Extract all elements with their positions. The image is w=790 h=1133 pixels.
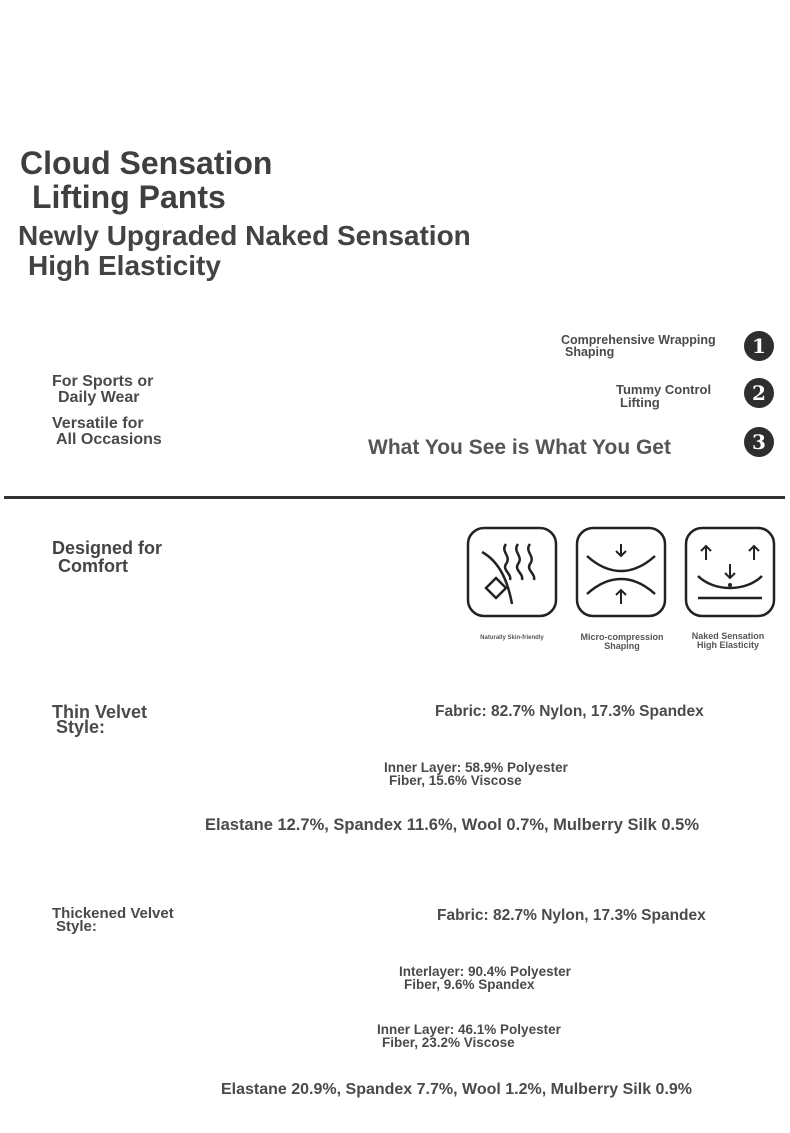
use-occasions — [52, 416, 162, 448]
thin-velvet-inner-layer — [384, 761, 568, 787]
icon-label-elasticity-line-1: Naked Sensation — [691, 631, 765, 641]
thick-velvet-title-line-1: Thickened Velvet — [52, 905, 174, 922]
icon-label-compression-line-1: Micro-compression — [580, 632, 664, 642]
number-two-badge: 2 — [744, 378, 774, 408]
number-one-badge: 1 — [744, 331, 774, 361]
feature-wrapping-line-2: Shaping — [565, 345, 615, 359]
feature-tummy-line-2: Lifting — [620, 395, 660, 410]
feature-tummy-control — [616, 383, 711, 409]
title-line-2: Lifting Pants — [32, 179, 226, 215]
thin-velvet-fabric: Fabric: 82.7% Nylon, 17.3% Spandex — [435, 703, 704, 720]
product-subtitle — [18, 221, 471, 281]
compression-icon — [575, 526, 667, 618]
icon-label-elasticity — [682, 632, 774, 650]
thick-velvet-title — [52, 907, 174, 933]
elasticity-icon — [684, 526, 776, 618]
section-divider — [4, 496, 785, 499]
number-three-badge: 3 — [744, 427, 774, 457]
use-occasions-line-2: All Occasions — [56, 431, 162, 448]
use-sports — [52, 374, 153, 406]
thin-inner-line-2: Fiber, 15.6% Viscose — [389, 773, 522, 788]
icon-label-compression — [574, 633, 670, 651]
icon-label-compression-line-2: Shaping — [604, 641, 640, 651]
subtitle-line-2: High Elasticity — [28, 250, 221, 281]
thick-interlayer-line-2: Fiber, 9.6% Spandex — [404, 977, 535, 992]
icon-label-skin: Naturally Skin-friendly — [480, 635, 544, 641]
thin-velvet-title-line-2: Style: — [56, 717, 106, 737]
thin-velvet-elastane: Elastane 12.7%, Spandex 11.6%, Wool 0.7%, Mulberry Silk 0.5% — [205, 816, 699, 834]
thin-inner-line-1: Inner Layer: 58.9% Polyester — [384, 760, 568, 775]
thick-interlayer-line-1: Interlayer: 90.4% Polyester — [399, 964, 571, 979]
subtitle-line-1: Newly Upgraded Naked Sensation — [18, 220, 471, 251]
comfort-heading — [52, 539, 162, 575]
thick-velvet-interlayer — [399, 965, 571, 991]
thick-velvet-fabric: Fabric: 82.7% Nylon, 17.3% Spandex — [437, 907, 706, 924]
comfort-heading-line-1: Designed for — [52, 538, 163, 558]
skin-wave-icon — [466, 526, 558, 618]
use-sports-line-1: For Sports or — [52, 373, 154, 390]
thin-velvet-title — [52, 702, 148, 737]
title-line-1: Cloud Sensation — [20, 145, 273, 181]
icon-label-elasticity-line-2: High Elasticity — [696, 640, 759, 650]
thin-velvet-title-line-1: Thin Velvet — [52, 702, 148, 722]
comfort-heading-line-2: Comfort — [58, 556, 128, 576]
feature-what-you-see: What You See is What You Get — [368, 436, 671, 459]
thick-velvet-title-line-2: Style: — [56, 918, 97, 935]
use-sports-line-2: Daily Wear — [58, 389, 140, 406]
thick-inner-line-2: Fiber, 23.2% Viscose — [382, 1035, 515, 1050]
feature-wrapping-line-1: Comprehensive Wrapping — [561, 333, 716, 347]
use-occasions-line-1: Versatile for — [52, 415, 144, 432]
thick-velvet-inner-layer — [377, 1023, 561, 1049]
thick-inner-line-1: Inner Layer: 46.1% Polyester — [377, 1022, 561, 1037]
product-title — [20, 146, 272, 214]
feature-tummy-line-1: Tummy Control — [616, 382, 712, 397]
thick-velvet-elastane: Elastane 20.9%, Spandex 7.7%, Wool 1.2%, Mulberry Silk 0.9% — [221, 1081, 693, 1098]
feature-wrapping — [561, 334, 716, 358]
